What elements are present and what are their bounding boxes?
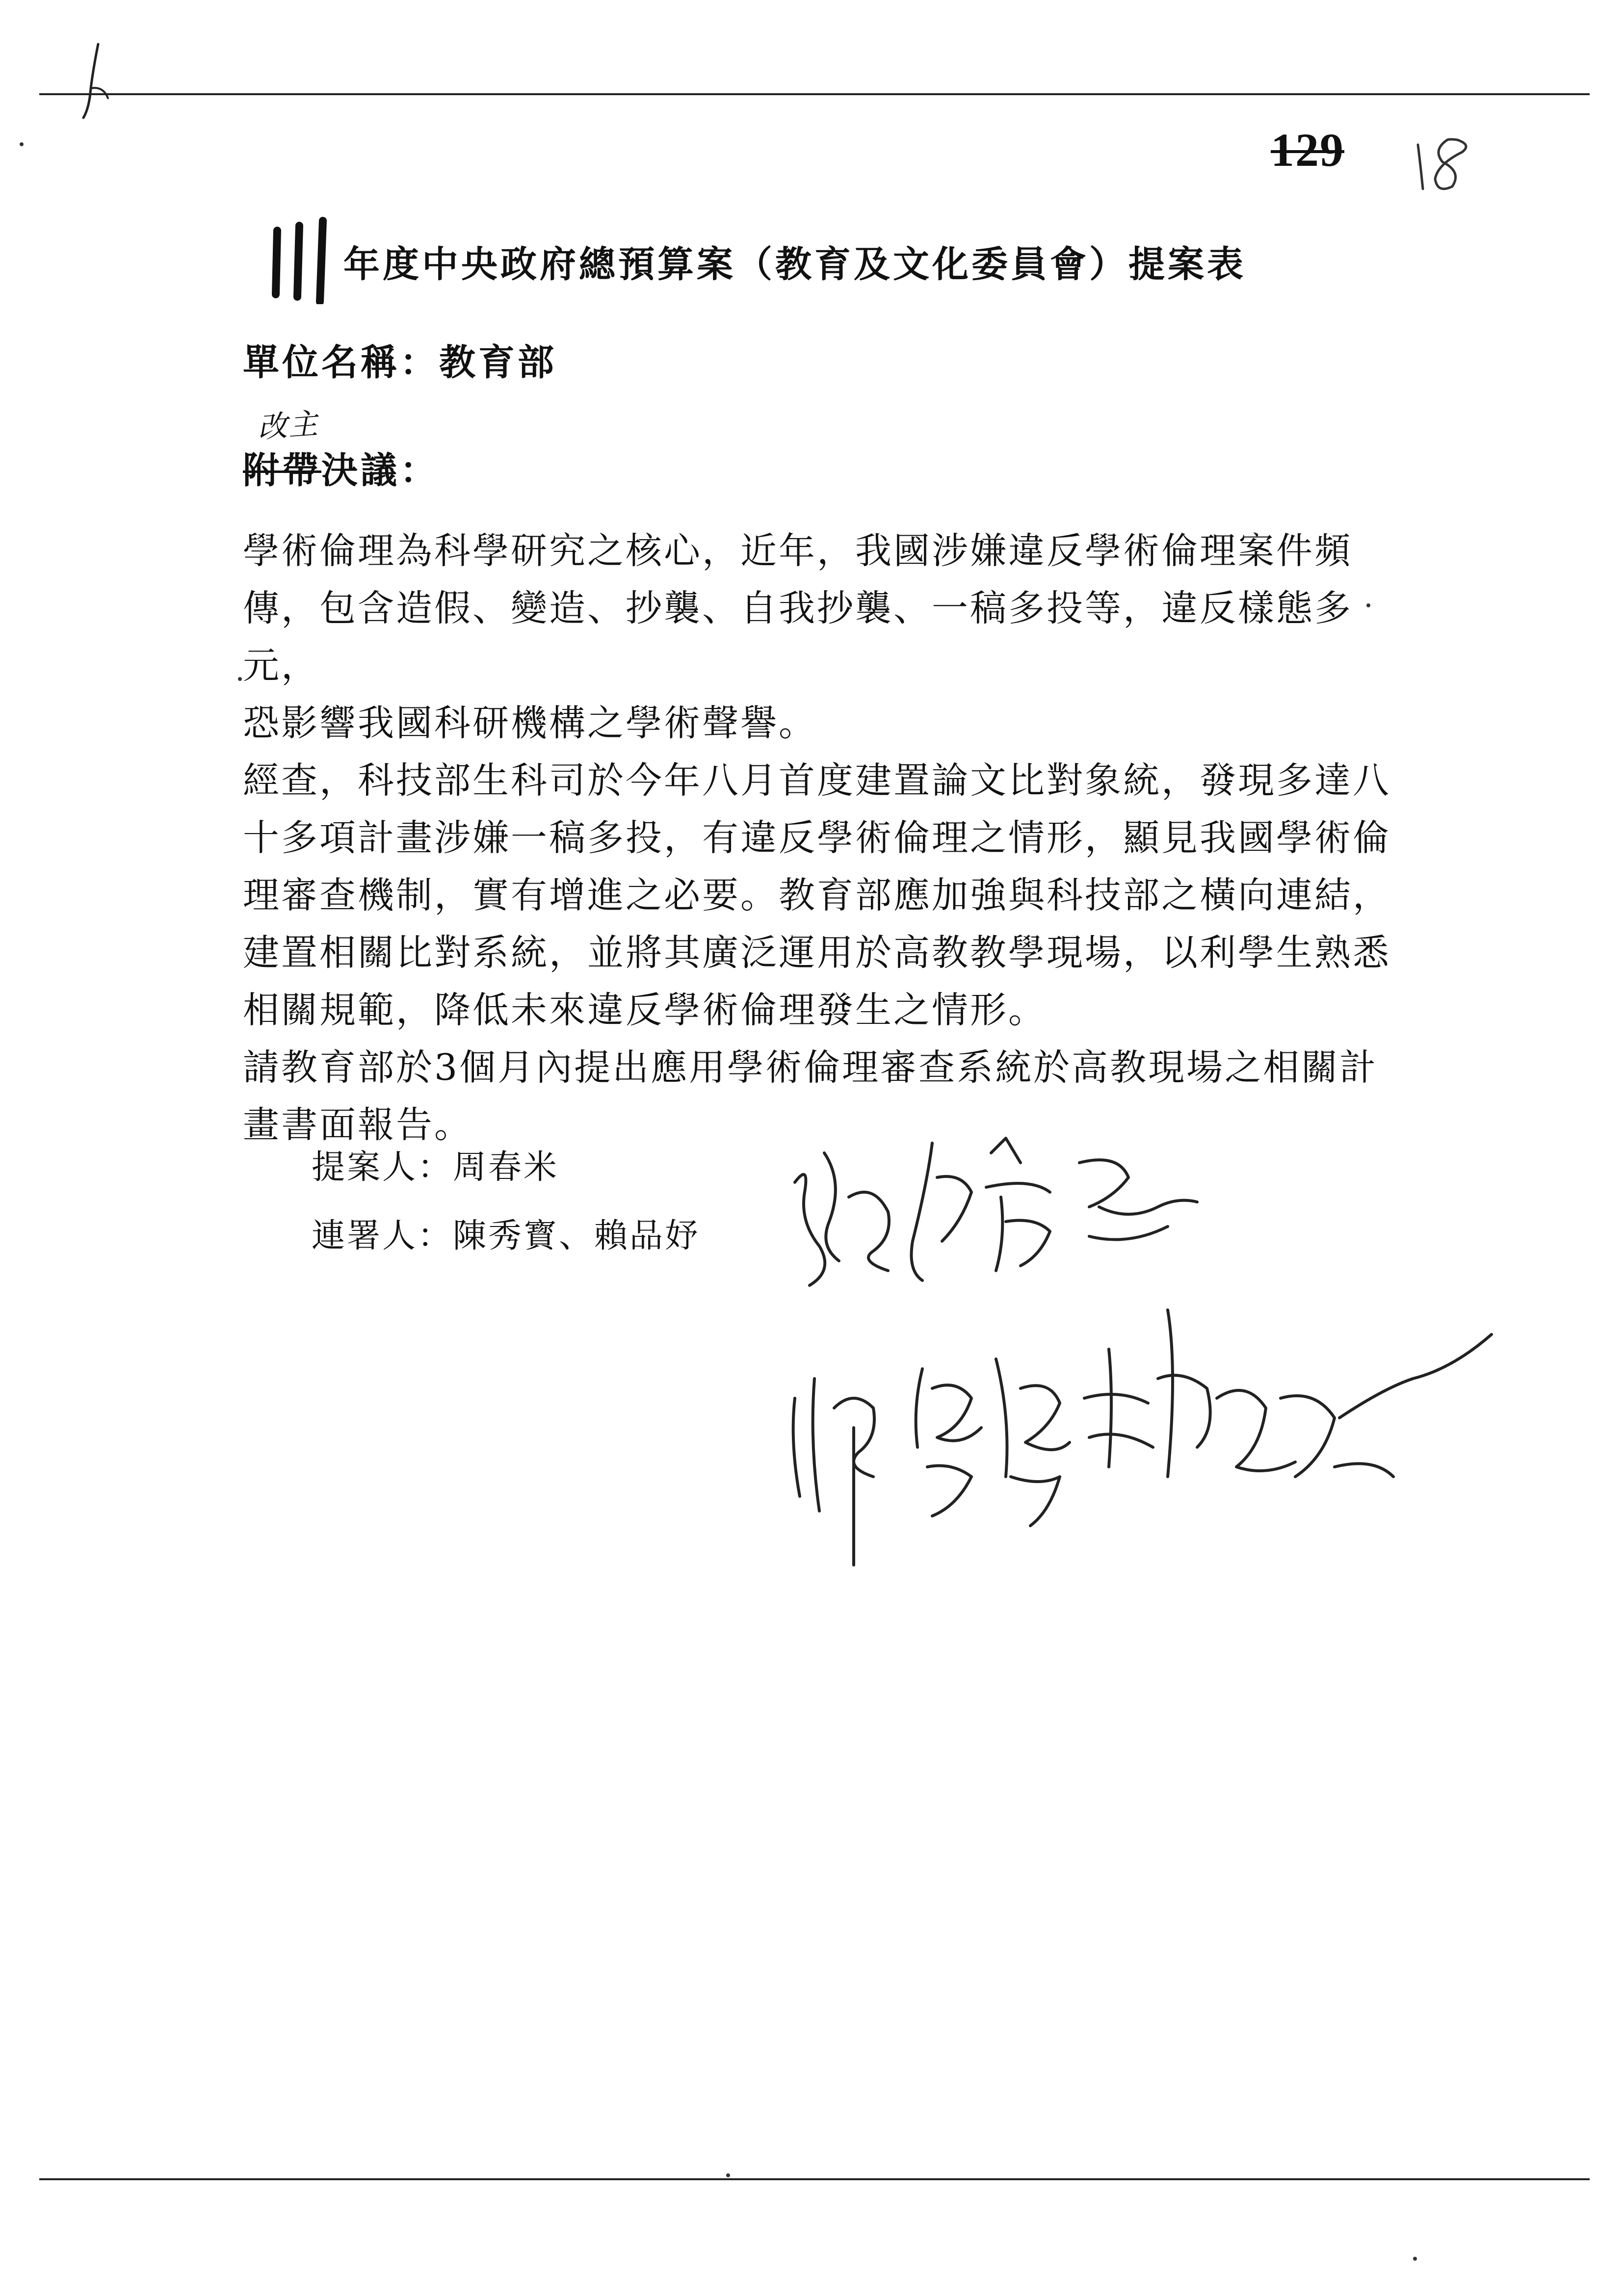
resolution-heading bbox=[243, 402, 488, 491]
resolution-label: 決議： bbox=[321, 449, 439, 492]
handwritten-signatures bbox=[775, 1123, 1501, 1594]
signatory-block bbox=[312, 1133, 700, 1271]
page-number-struck: 129 bbox=[1271, 124, 1344, 176]
handwritten-page-number bbox=[1408, 125, 1487, 199]
bottom-rule bbox=[39, 2178, 1590, 2180]
scan-speck bbox=[238, 677, 242, 681]
paragraph: 請教育部於3個月內提出應用學術倫理審查系統於高教現場之相關計 畫書面報告。 bbox=[243, 1046, 1378, 1146]
document-title bbox=[265, 216, 1393, 304]
unit-name: 單位名稱：教育部 bbox=[243, 341, 557, 384]
title-text: 年度中央政府總預算案（教育及文化委員會）提案表 bbox=[343, 243, 1246, 286]
scan-speck bbox=[1366, 603, 1370, 607]
scan-speck bbox=[1413, 2257, 1417, 2261]
handwritten-corner-mark bbox=[64, 39, 132, 123]
handwritten-year bbox=[265, 216, 339, 304]
cosigners: 連署人：陳秀寳、賴品妤 bbox=[312, 1217, 701, 1255]
handwritten-correction: 改主 bbox=[257, 406, 320, 445]
paragraph: 學術倫理為科學研究之核心，近年，我國涉嫌違反學術倫理案件頻 傳，包含造假、變造、抄襲、自我抄襲、一稿多投等，違反樣態多元， 恐影響我國科研機構之學術聲譽。 bbox=[243, 530, 1353, 744]
struck-resolution-type: 附帶 bbox=[243, 449, 321, 492]
paragraph: 經查，科技部生科司於今年八月首度建置論文比對象統，發現多達八 十多項計畫涉嫌一稿多投，有違反學術倫理之情形，顯見我國學術倫 理審查機制，實有增進之必要。教育部應加強與科技部之橫向連結， 建置相關比對系統，並將其廣泛運用於高教教學現場，以利學生熟悉 相關規範，降低未來違反學術倫理發生之情形。 bbox=[243, 759, 1391, 1031]
proposer: 提案人：周春米 bbox=[312, 1148, 559, 1187]
scan-speck bbox=[726, 2173, 730, 2177]
resolution-body bbox=[243, 522, 1401, 1154]
scan-speck bbox=[20, 142, 24, 146]
top-rule bbox=[39, 93, 1590, 95]
